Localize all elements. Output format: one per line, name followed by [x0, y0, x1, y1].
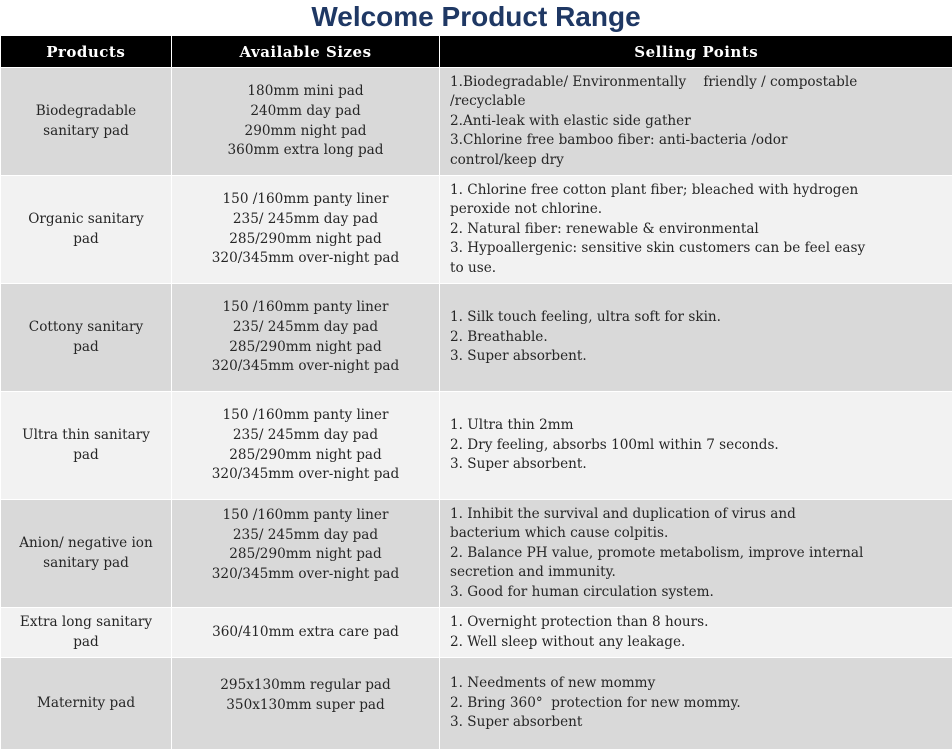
size-item: 320/345mm over-night pad	[211, 466, 400, 483]
table-row	[1, 68, 952, 176]
selling-point-line: 1.Biodegradable/ Environmentally friendly / compostable	[450, 73, 858, 90]
selling-point-line: 2. Well sleep without any leakage.	[450, 633, 686, 650]
selling-point-line: 3.Chlorine free bamboo fiber: anti-bacteria /odor	[450, 132, 788, 149]
size-item: 320/345mm over-night pad	[211, 358, 400, 375]
product-name: Ultra thin sanitary pad	[1, 392, 172, 500]
selling-point-line: 2. Breathable.	[450, 328, 548, 345]
size-item: 295x130mm regular pad	[220, 677, 391, 693]
selling-point-line: 1. Inhibit the survival and duplication of virus and	[450, 505, 796, 522]
selling-points	[440, 500, 952, 608]
selling-point-line: 2. Dry feeling, absorbs 100ml within 7 seconds.	[450, 436, 779, 453]
table-row	[1, 284, 952, 392]
size-list	[172, 176, 440, 284]
header-available-sizes: Available Sizes	[172, 36, 440, 68]
size-item: 150 /160mm panty liner	[222, 299, 389, 316]
selling-points	[440, 176, 952, 284]
product-name: Cottony sanitary pad	[1, 284, 172, 392]
size-list	[172, 500, 440, 608]
selling-point-line: 2. Bring 360° protection for new mommy.	[450, 694, 741, 711]
page-title: Welcome Product Range	[311, 1, 641, 32]
size-item: 235/ 245mm day pad	[232, 426, 379, 443]
product-name: Maternity pad	[1, 658, 172, 750]
size-list	[172, 658, 440, 750]
size-item: 150 /160mm panty liner	[222, 191, 389, 208]
selling-point-line: control/keep dry	[450, 151, 564, 168]
selling-points	[440, 658, 952, 750]
product-name: Organic sanitary pad	[1, 176, 172, 284]
selling-point-line: bacterium which cause colpitis.	[450, 525, 669, 542]
size-item: 240mm day pad	[250, 102, 361, 119]
product-name: Extra long sanitary pad	[1, 608, 172, 658]
selling-point-line: 3. Super absorbent.	[450, 348, 587, 365]
selling-point-line: /recyclable	[450, 93, 526, 110]
product-name: Anion/ negative ion sanitary pad	[1, 500, 172, 608]
table-row	[1, 608, 952, 658]
selling-point-line: 2. Balance PH value, promote metabolism, improve internal	[450, 544, 864, 561]
size-item: 285/290mm night pad	[229, 446, 382, 463]
product-table	[0, 36, 952, 750]
table-row	[1, 500, 952, 608]
selling-point-line: 2. Natural fiber: renewable & environmental	[450, 220, 759, 237]
size-item: 350x130mm super pad	[226, 696, 385, 713]
size-item: 235/ 245mm day pad	[232, 318, 379, 335]
size-item: 360mm extra long pad	[227, 142, 384, 159]
header-products: Products	[1, 36, 172, 68]
selling-point-line: 2.Anti-leak with elastic side gather	[450, 112, 691, 129]
header-selling-points: Selling Points	[440, 36, 952, 68]
size-list	[172, 68, 440, 176]
selling-point-line: 3. Hypoallergenic: sensitive skin customers can be feel easy	[450, 240, 866, 257]
selling-points	[440, 608, 952, 658]
selling-point-line: 1. Needments of new mommy	[450, 675, 656, 692]
selling-points	[440, 68, 952, 176]
size-item: 285/290mm night pad	[229, 546, 382, 563]
selling-point-line: 1. Silk touch feeling, ultra soft for skin.	[450, 309, 721, 326]
size-list	[172, 284, 440, 392]
product-name: Biodegradable sanitary pad	[1, 68, 172, 176]
size-item: 290mm night pad	[244, 122, 367, 139]
selling-point-line: peroxide not chlorine.	[450, 201, 603, 218]
size-item: 150 /160mm panty liner	[222, 407, 389, 424]
size-item: 285/290mm night pad	[229, 338, 382, 355]
size-item: 235/ 245mm day pad	[232, 210, 379, 227]
selling-point-line: 1. Overnight protection than 8 hours.	[450, 613, 709, 630]
selling-point-line: 1. Chlorine free cotton plant fiber; bleached with hydrogen	[450, 181, 859, 198]
selling-point-line: 1. Ultra thin 2mm	[450, 417, 574, 434]
selling-point-line: 3. Super absorbent.	[450, 456, 587, 473]
size-list	[172, 608, 440, 658]
table-row	[1, 658, 952, 750]
selling-point-line: to use.	[450, 259, 497, 276]
size-item: 320/345mm over-night pad	[211, 250, 400, 267]
size-item: 150 /160mm panty liner	[222, 507, 389, 523]
selling-points	[440, 392, 952, 500]
table-row	[1, 176, 952, 284]
selling-point-line: 3. Super absorbent	[450, 714, 583, 731]
size-item: 180mm mini pad	[247, 83, 364, 100]
size-list	[172, 392, 440, 500]
size-item: 285/290mm night pad	[229, 230, 382, 247]
size-item: 320/345mm over-night pad	[211, 565, 400, 582]
table-header-row	[1, 36, 952, 68]
size-item: 235/ 245mm day pad	[232, 526, 379, 543]
selling-point-line: 3. Good for human circulation system.	[450, 583, 714, 600]
selling-points	[440, 284, 952, 392]
selling-point-line: secretion and immunity.	[450, 564, 616, 581]
table-row	[1, 392, 952, 500]
size-item: 360/410mm extra care pad	[212, 623, 399, 640]
